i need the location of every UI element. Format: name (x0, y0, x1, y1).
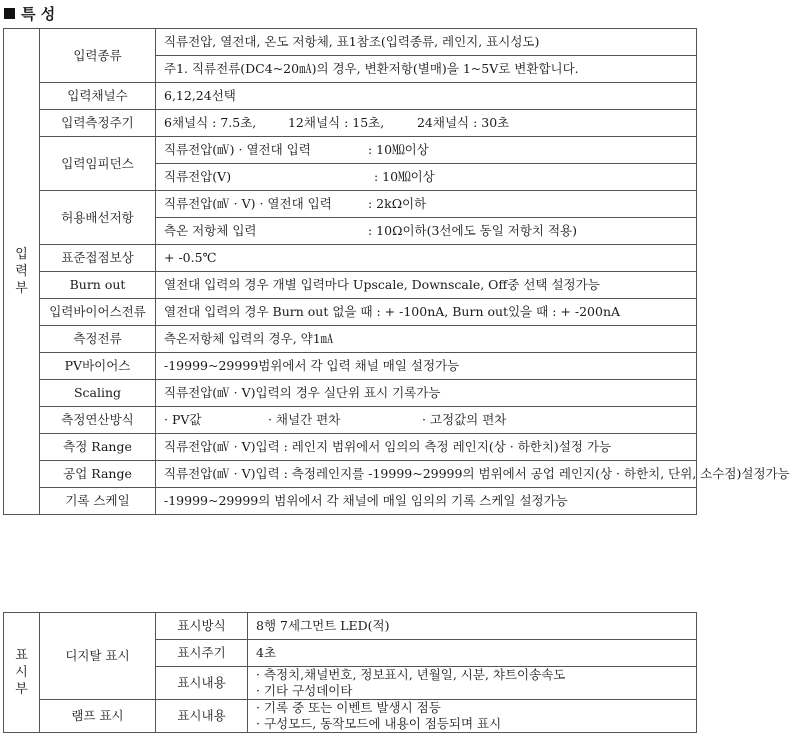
row-label-channels: 입력채널수 (40, 83, 156, 110)
input-group-cell (4, 29, 40, 515)
impedance-l1-condition: 직류전압(㎷) · 열전대 입력 (164, 142, 311, 157)
row-label-wiring: 허용배선저항 (40, 191, 156, 245)
row-label-pvbias: PV바이어스 (40, 353, 156, 380)
lamp-content-value (248, 700, 697, 733)
wiring-l1-condition: 직류전압(㎷ · V) · 열전대 입력 (164, 196, 332, 211)
cjc-value: + -0.5℃ (156, 245, 697, 272)
table-row (4, 380, 697, 407)
table-row (4, 110, 697, 137)
table-row (4, 700, 697, 733)
digital-content-label: 표시내용 (156, 667, 248, 700)
table-row (4, 613, 697, 640)
row-label-bias: 입력바이어스전류 (40, 299, 156, 326)
row-label-impedance: 입력임피던스 (40, 137, 156, 191)
rec-scale-value: -19999~29999의 범위에서 각 채널에 매일 임의의 기록 스케일 설정가능 (156, 488, 697, 515)
square-bullet-icon (4, 8, 15, 19)
table-row (4, 407, 697, 434)
bias-value: 열전대 입력의 경우 Burn out 없을 때 : + -100nA, Burn out있을 때 : + -200nA (156, 299, 697, 326)
digital-content-value (248, 667, 697, 700)
digital-period-label: 표시주기 (156, 640, 248, 667)
lamp-content-label: 표시내용 (156, 700, 248, 733)
table-row (4, 191, 697, 218)
display-group-label: 표시부 (15, 648, 28, 697)
channels-value: 6,12,24선택 (156, 83, 697, 110)
impedance-l2-condition: 직류전압(V) (164, 169, 232, 184)
spec-table (3, 28, 790, 515)
current-value: 측온저항체 입력의 경우, 약1㎃ (156, 326, 697, 353)
table-row (4, 434, 697, 461)
section-title: 특 성 (21, 4, 56, 23)
period-6ch: 6채널식 : 7.5초, (164, 115, 257, 130)
lamp-content-line1: · 기록 중 또는 이벤트 발생시 점등 (256, 700, 441, 715)
row-label-eng-range: 공업 Range (40, 461, 156, 488)
row-label-calc: 측정연산방식 (40, 407, 156, 434)
table-row (4, 245, 697, 272)
wiring-line1 (156, 191, 697, 218)
period-value (156, 110, 697, 137)
burnout-value: 열전대 입력의 경우 개별 입력마다 Upscale, Downscale, Off중 선택 설정가능 (156, 272, 697, 299)
display-group-cell (4, 613, 40, 733)
table-row (4, 272, 697, 299)
digital-period-value: 4초 (248, 640, 697, 667)
calc-pv: · PV값 (164, 412, 202, 427)
lamp-content-line2: · 구성모드, 동작모드에 내용이 점등되며 표시 (256, 716, 502, 731)
row-label-range: 측정 Range (40, 434, 156, 461)
calc-fixed-diff: · 고정값의 편차 (421, 412, 507, 427)
impedance-l2-value: : 10㏁이상 (373, 169, 435, 184)
period-12ch: 12채널식 : 15초, (287, 115, 385, 130)
digital-method-label: 표시방식 (156, 613, 248, 640)
impedance-l1-value: : 10㏁이상 (367, 142, 429, 157)
row-label-lamp: 램프 표시 (40, 700, 156, 733)
input-group-label: 입력부 (15, 247, 28, 296)
wiring-l2-condition: 측온 저항체 입력 (164, 223, 257, 238)
row-label-current: 측정전류 (40, 326, 156, 353)
table-row (4, 83, 697, 110)
range-value: 직류전압(㎷ · V)입력 : 레인지 범위에서 임의의 측정 레인지(상 · 하한치)설정 가능 (156, 434, 697, 461)
row-label-input-type: 입력종류 (40, 29, 156, 83)
impedance-line1 (156, 137, 697, 164)
table-row (4, 29, 697, 56)
wiring-line2 (156, 218, 697, 245)
table-row (4, 488, 697, 515)
calc-channel-diff: · 채널간 편차 (267, 412, 341, 427)
section-header (4, 2, 55, 24)
row-label-burnout: Burn out (40, 272, 156, 299)
digital-method-value: 8행 7세그먼트 LED(적) (248, 613, 697, 640)
wiring-l1-value: : 2kΩ이하 (367, 196, 427, 211)
input-type-line1: 직류전압, 열전대, 온도 저항체, 표1참조(입력종류, 레인지, 표시성도) (156, 29, 697, 56)
row-label-rec-scale: 기록 스케일 (40, 488, 156, 515)
wiring-l2-value: : 10Ω이하(3선에도 동일 저항치 적용) (367, 223, 577, 238)
calc-value (156, 407, 697, 434)
row-label-period: 입력측정주기 (40, 110, 156, 137)
digital-content-line2: · 기타 구성데이타 (256, 683, 353, 698)
eng-range-value: 직류전압(㎷ · V)입력 : 측정레인지를 -19999~29999의 범위에서 공업 레인지(상 · 하한치, 단위, 소수점)설정가능 (156, 461, 697, 488)
scaling-value: 직류전압(㎷ · V)입력의 경우 실단위 표시 기록가능 (156, 380, 697, 407)
row-label-scaling: Scaling (40, 380, 156, 407)
row-label-cjc: 표준접점보상 (40, 245, 156, 272)
impedance-line2 (156, 164, 697, 191)
table-row (4, 326, 697, 353)
pvbias-value: -19999~29999범위에서 각 입력 채널 매일 설정가능 (156, 353, 697, 380)
digital-content-line1: · 측정치,채널번호, 정보표시, 년월일, 시분, 챠트이송속도 (256, 667, 566, 682)
table-row (4, 461, 697, 488)
row-label-digital: 디지탈 표시 (40, 613, 156, 700)
input-type-line2: 주1. 직류전류(DC4~20㎃)의 경우, 변환저항(별매)을 1~5V로 변환합니다. (156, 56, 697, 83)
period-24ch: 24채널식 : 30초 (416, 115, 510, 130)
table-row (4, 137, 697, 164)
table-row (4, 353, 697, 380)
table-row (4, 299, 697, 326)
display-table (3, 612, 697, 733)
